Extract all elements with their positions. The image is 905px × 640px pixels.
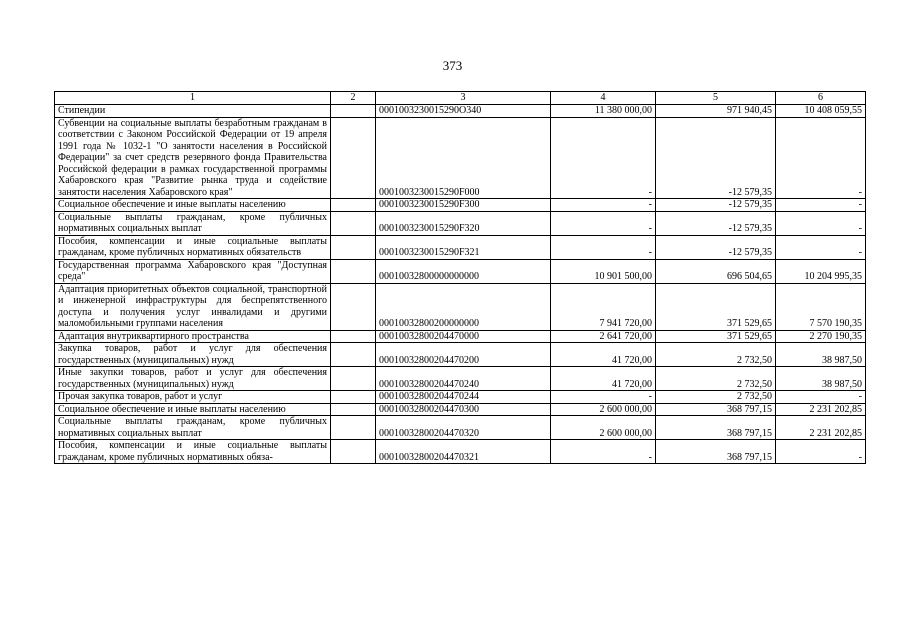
table-row <box>55 330 866 343</box>
table-row <box>55 259 866 283</box>
table-row <box>55 391 866 404</box>
row-col2 <box>331 403 376 416</box>
row-name: Социальное обеспечение и иные выплаты населению <box>55 403 331 416</box>
page-number: 373 <box>442 58 463 73</box>
row-col4: 10 901 500,00 <box>551 259 656 283</box>
row-col6: 2 231 202,85 <box>776 416 866 440</box>
row-code: 00010032800204470200 <box>376 343 551 367</box>
row-code: 0001003230015290F320 <box>376 211 551 235</box>
row-col5: 368 797,15 <box>656 403 776 416</box>
row-col4: - <box>551 211 656 235</box>
row-col5: 371 529,65 <box>656 330 776 343</box>
row-code: 00010032800204470320 <box>376 416 551 440</box>
row-col4: 41 720,00 <box>551 343 656 367</box>
row-col4: - <box>551 391 656 404</box>
column-header: 2 <box>331 92 376 105</box>
row-col2 <box>331 367 376 391</box>
row-col6: 38 987,50 <box>776 367 866 391</box>
table-row <box>55 235 866 259</box>
row-col5: 696 504,65 <box>656 259 776 283</box>
row-col5: -12 579,35 <box>656 199 776 212</box>
column-header: 1 <box>55 92 331 105</box>
row-col2 <box>331 330 376 343</box>
row-col6: 38 987,50 <box>776 343 866 367</box>
row-col5: 971 940,45 <box>656 105 776 118</box>
column-header: 3 <box>376 92 551 105</box>
row-col2 <box>331 416 376 440</box>
row-col5: -12 579,35 <box>656 211 776 235</box>
row-col6: - <box>776 391 866 404</box>
row-name: Прочая закупка товаров, работ и услуг <box>55 391 331 404</box>
row-col4: - <box>551 235 656 259</box>
table-row <box>55 211 866 235</box>
row-col5: -12 579,35 <box>656 117 776 199</box>
row-name: Закупка товаров, работ и услуг для обеспечения государственных (муниципальных) нужд <box>55 343 331 367</box>
row-name: Субвенции на социальные выплаты безработным гражданам в соответствии с Законом Российской Федерации от 19 апреля 1991 года № 1032-1 "О занятости населения в Российской Федерации" за счет средств резервного фонда Правительства Российской федерации в рамках государственной программы Хабаровского края "Развитие рынка труда и содействие занятости населения Хабаровского края" <box>55 117 331 199</box>
row-col6: 2 270 190,35 <box>776 330 866 343</box>
row-code: 0001003230015290O340 <box>376 105 551 118</box>
table-header-row <box>55 92 866 105</box>
row-col6: - <box>776 235 866 259</box>
row-code: 00010032800204470300 <box>376 403 551 416</box>
budget-table <box>54 91 866 464</box>
table-row <box>55 403 866 416</box>
row-code: 0001003230015290F300 <box>376 199 551 212</box>
row-col5: 2 732,50 <box>656 343 776 367</box>
row-col2 <box>331 235 376 259</box>
row-name: Адаптация внутриквартирного пространства <box>55 330 331 343</box>
row-col5: 368 797,15 <box>656 416 776 440</box>
row-col2 <box>331 259 376 283</box>
table-row <box>55 117 866 199</box>
column-header: 6 <box>776 92 866 105</box>
row-col4: 11 380 000,00 <box>551 105 656 118</box>
row-col5: 2 732,50 <box>656 391 776 404</box>
column-header: 4 <box>551 92 656 105</box>
row-col4: 7 941 720,00 <box>551 283 656 330</box>
table-row <box>55 440 866 464</box>
row-col2 <box>331 117 376 199</box>
row-name: Иные закупки товаров, работ и услуг для обеспечения государственных (муниципальных) нужд <box>55 367 331 391</box>
row-col2 <box>331 199 376 212</box>
row-col2 <box>331 211 376 235</box>
row-code: 00010032800204470321 <box>376 440 551 464</box>
table-row <box>55 283 866 330</box>
row-col5: 371 529,65 <box>656 283 776 330</box>
row-col6: 10 204 995,35 <box>776 259 866 283</box>
row-col4: - <box>551 440 656 464</box>
row-col6: 7 570 190,35 <box>776 283 866 330</box>
row-name: Социальное обеспечение и иные выплаты населению <box>55 199 331 212</box>
table-row <box>55 199 866 212</box>
row-code: 00010032800204470240 <box>376 367 551 391</box>
row-col4: 2 600 000,00 <box>551 403 656 416</box>
row-col2 <box>331 391 376 404</box>
row-col6: 10 408 059,55 <box>776 105 866 118</box>
row-col2 <box>331 105 376 118</box>
row-col4: 2 600 000,00 <box>551 416 656 440</box>
row-col2 <box>331 343 376 367</box>
row-col6: - <box>776 117 866 199</box>
row-col4: 2 641 720,00 <box>551 330 656 343</box>
row-name: Пособия, компенсации и иные социальные выплаты гражданам, кроме публичных нормативных обяза- <box>55 440 331 464</box>
row-col5: 2 732,50 <box>656 367 776 391</box>
row-col2 <box>331 440 376 464</box>
row-col5: -12 579,35 <box>656 235 776 259</box>
row-col6: - <box>776 199 866 212</box>
row-name: Государственная программа Хабаровского края "Доступная среда" <box>55 259 331 283</box>
row-name: Социальные выплаты гражданам, кроме публичных нормативных социальных выплат <box>55 211 331 235</box>
row-col5: 368 797,15 <box>656 440 776 464</box>
column-header: 5 <box>656 92 776 105</box>
row-name: Социальные выплаты гражданам, кроме публичных нормативных социальных выплат <box>55 416 331 440</box>
row-col6: - <box>776 440 866 464</box>
row-code: 00010032800200000000 <box>376 283 551 330</box>
row-code: 00010032800204470244 <box>376 391 551 404</box>
row-code: 00010032800204470000 <box>376 330 551 343</box>
table-row <box>55 105 866 118</box>
row-col4: - <box>551 117 656 199</box>
row-col4: 41 720,00 <box>551 367 656 391</box>
table-row <box>55 343 866 367</box>
row-code: 00010032800000000000 <box>376 259 551 283</box>
row-col4: - <box>551 199 656 212</box>
table-row <box>55 367 866 391</box>
row-code: 0001003230015290F321 <box>376 235 551 259</box>
row-col6: 2 231 202,85 <box>776 403 866 416</box>
table-row <box>55 416 866 440</box>
row-name: Пособия, компенсации и иные социальные выплаты гражданам, кроме публичных нормативных обязательств <box>55 235 331 259</box>
row-col6: - <box>776 211 866 235</box>
row-code: 0001003230015290F000 <box>376 117 551 199</box>
row-name: Стипендии <box>55 105 331 118</box>
row-col2 <box>331 283 376 330</box>
row-name: Адаптация приоритетных объектов социальной, транспортной и инженерной инфраструктуры для беспрепятственного доступа и получения услуг инвалидами и другими маломобильными группами населения <box>55 283 331 330</box>
